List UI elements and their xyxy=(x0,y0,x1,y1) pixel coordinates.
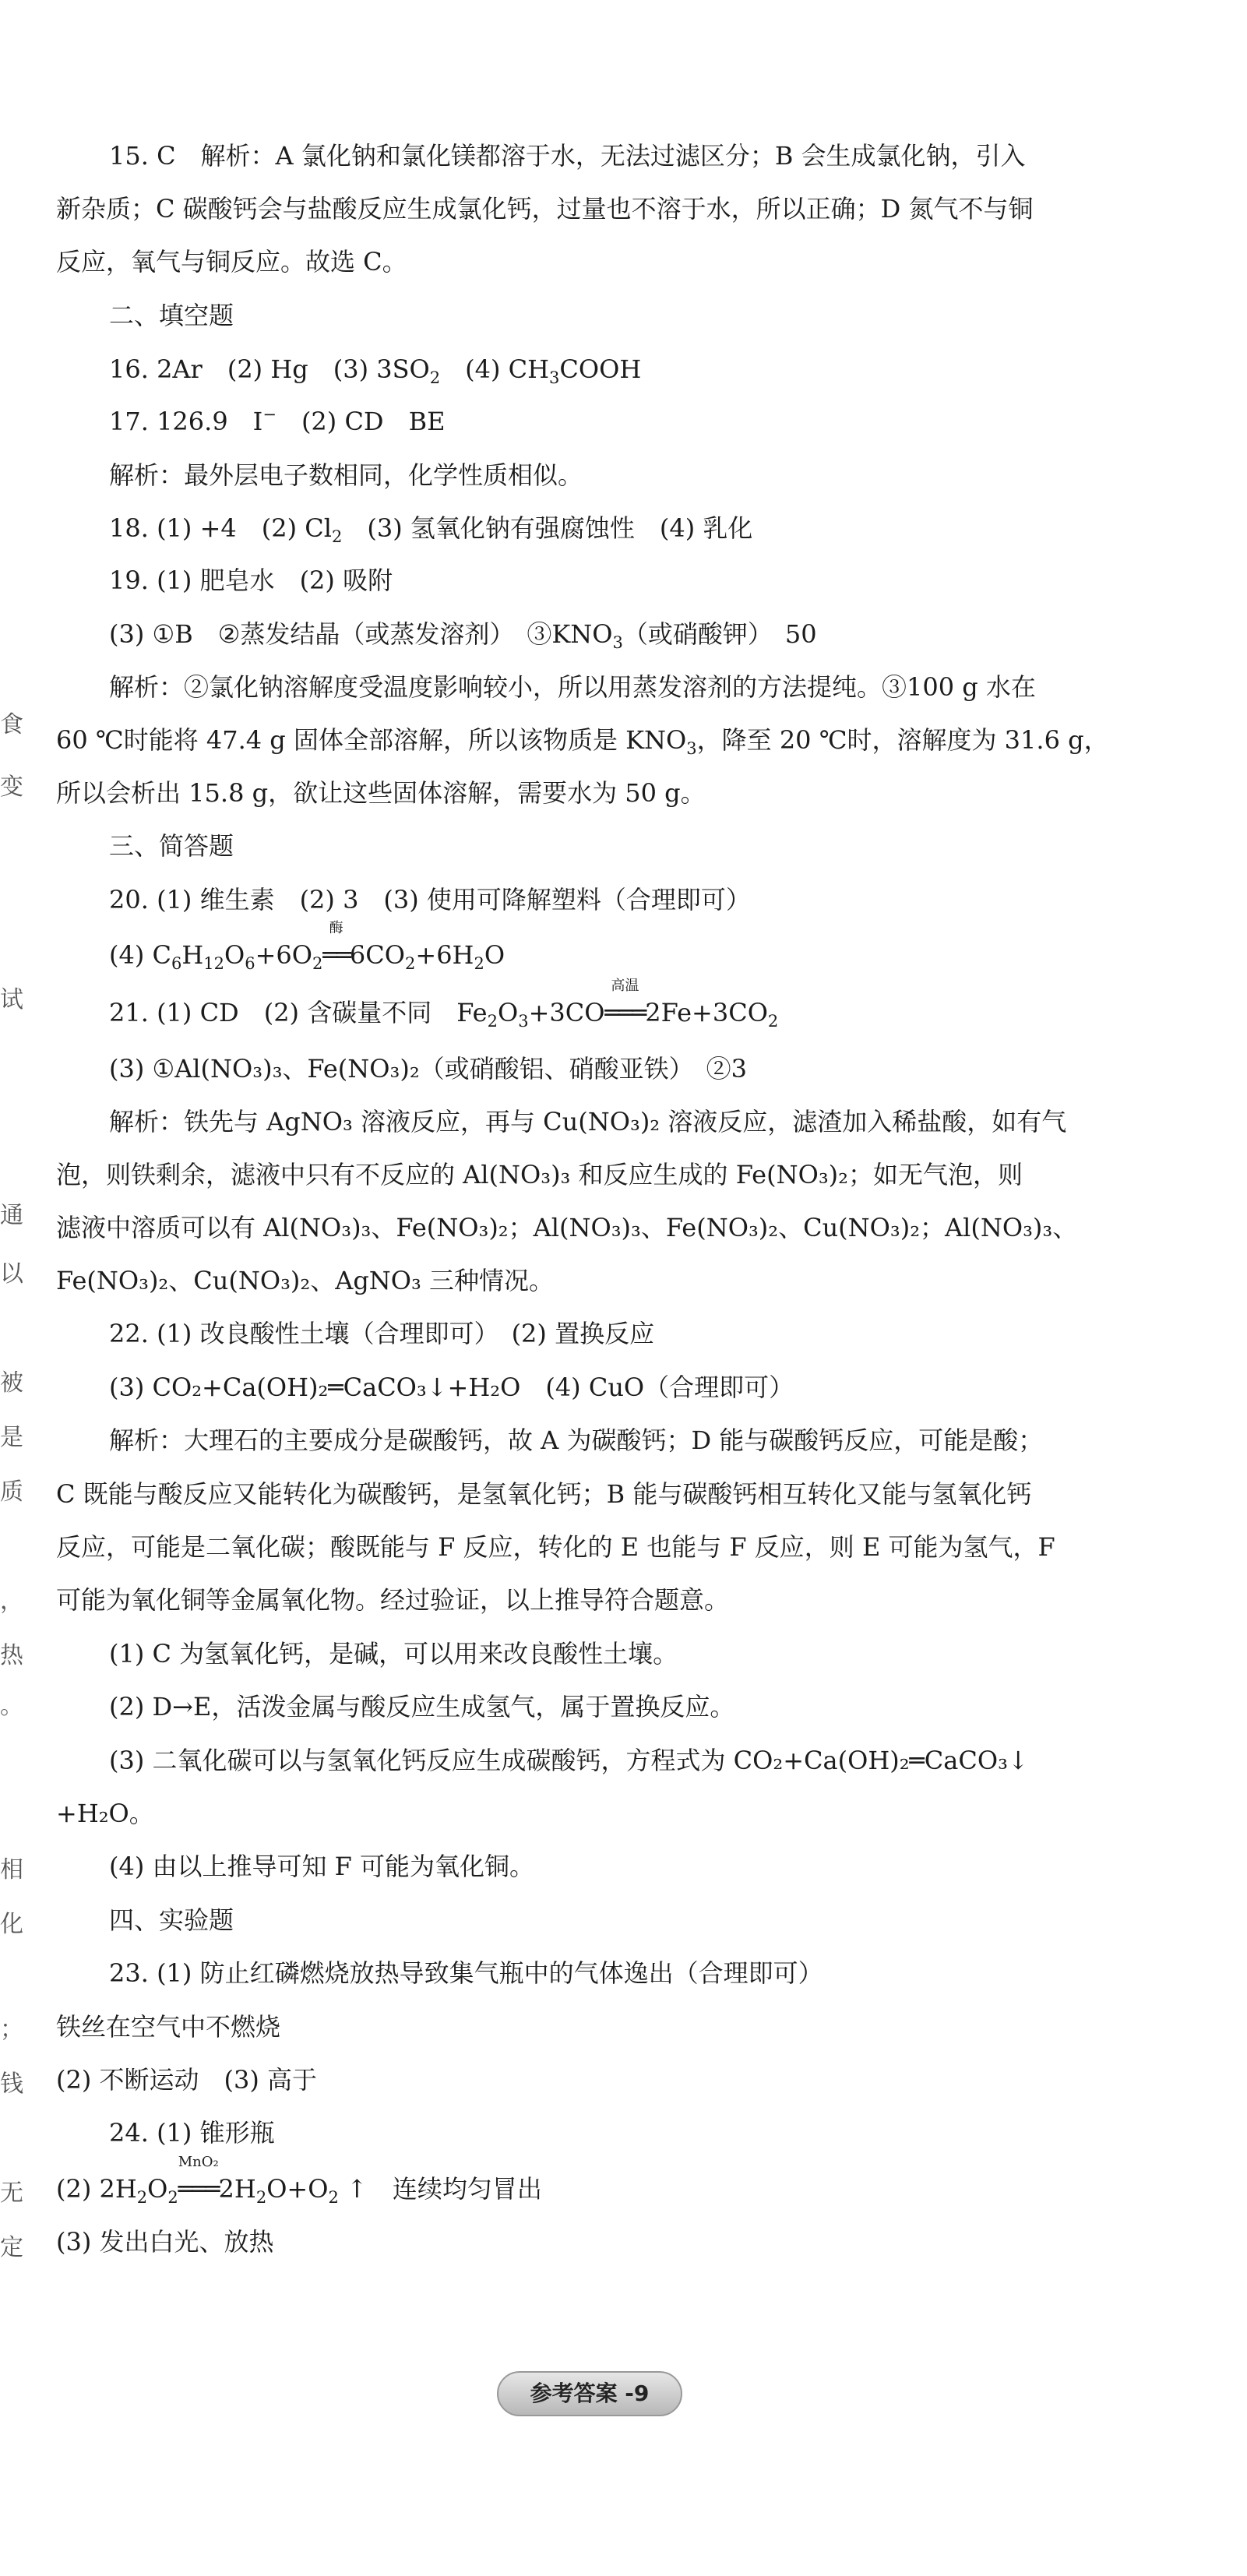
q21-text: 21. (1) CD (2) 含碳量不同 Fe xyxy=(109,998,488,1027)
q21-explanation-4: Fe(NO₃)₂、Cu(NO₃)₂、AgNO₃ 三种情况。 xyxy=(56,1266,555,1295)
subscript: 2 xyxy=(487,1012,498,1031)
q16-text: COOH xyxy=(559,354,642,384)
q24-text: (2) 2H xyxy=(56,2174,137,2204)
q24-text: O+O xyxy=(266,2174,329,2204)
subscript: 3 xyxy=(612,633,623,652)
q18-text: 18. (1) +4 (2) Cl xyxy=(109,513,332,543)
q21-text: 2Fe+3CO xyxy=(645,998,768,1027)
margin-fragment: 质 xyxy=(0,1478,23,1506)
q16-text: 16. 2Ar (2) Hg (3) 3SO xyxy=(109,354,430,384)
q21-explanation-3: 滤液中溶质可以有 Al(NO₃)₃、Fe(NO₃)₂；Al(NO₃)₃、Fe(NO₃)₂、Cu(NO₃)₂；Al(NO₃)₃、 xyxy=(56,1213,1078,1242)
equals-sign: ══ xyxy=(322,940,350,970)
q15-line-1: 15. C 解析：A 氯化钠和氯化镁都溶于水，无法过滤区分；B 会生成氯化钠，引入 xyxy=(109,141,1026,171)
subscript: 2 xyxy=(331,527,343,546)
margin-fragment: 热 xyxy=(0,1642,23,1669)
equals-sign: ═══ xyxy=(604,998,646,1027)
equals-sign: ═══ xyxy=(178,2174,219,2204)
q15-line-2: 新杂质；C 碳酸钙会与盐酸反应生成氯化钙，过量也不溶于水，所以正确；D 氮气不与铜 xyxy=(56,194,1034,224)
q19-explanation-3: 所以会析出 15.8 g，欲让这些固体溶解，需要水为 50 g。 xyxy=(56,778,706,808)
margin-fragment: 相 xyxy=(0,1856,23,1884)
margin-fragment: 定 xyxy=(0,2234,23,2261)
margin-fragment: 食 xyxy=(0,711,23,738)
q20-text: +6O xyxy=(255,940,313,970)
q21-explanation-2: 泡，则铁剩余，滤液中只有不反应的 Al(NO₃)₃ 和反应生成的 Fe(NO₃)₂；如无气泡，则 xyxy=(56,1160,1023,1189)
margin-fragment: 钱 xyxy=(0,2070,23,2098)
q21-line-2: (3) ①Al(NO₃)₃、Fe(NO₃)₂（或硝酸铝、硝酸亚铁） ②3 xyxy=(109,1054,748,1084)
q19-text: （或硝酸钾） 50 xyxy=(622,619,817,649)
q20-text: O xyxy=(484,940,505,970)
margin-fragment: 化 xyxy=(0,1911,23,1938)
subscript: 6 xyxy=(245,954,255,973)
section-heading-short-answer: 三、简答题 xyxy=(109,831,234,861)
q23-line-3: (2) 不断运动 (3) 高于 xyxy=(56,2065,318,2095)
q22-explanation-3: 反应，可能是二氧化碳；酸既能与 F 反应，转化的 E 也能与 F 反应，则 E 可能为氢气，F xyxy=(56,1532,1055,1562)
q22-explanation-7: (3) 二氧化碳可以与氢氧化钙反应生成碳酸钙，方程式为 CO₂+Ca(OH)₂═CaCO₃↓ xyxy=(109,1746,1029,1775)
q22-explanation-1: 解析：大理石的主要成分是碳酸钙，故 A 为碳酸钙；D 能与碳酸钙反应，可能是酸； xyxy=(109,1425,1044,1455)
q24-text: ↑ 连续均匀冒出 xyxy=(338,2174,542,2204)
q19-text: (3) ①B ②蒸发结晶（或蒸发溶剂） ③KNO xyxy=(109,619,613,649)
margin-fragment: ， xyxy=(0,1588,23,1615)
subscript: 2 xyxy=(474,954,484,973)
left-margin-fragments xyxy=(0,0,31,2576)
q22-explanation-6: (2) D→E，活泼金属与酸反应生成氢气，属于置换反应。 xyxy=(109,1692,735,1721)
subscript: 2 xyxy=(767,1012,779,1031)
q16-line xyxy=(109,354,1247,385)
q19-line-1: 19. (1) 肥皂水 (2) 吸附 xyxy=(109,566,393,595)
subscript: 3 xyxy=(518,1012,529,1031)
q22-explanation-4: 可能为氧化铜等金属氧化物。经过验证，以上推导符合题意。 xyxy=(56,1585,730,1615)
margin-fragment: 。 xyxy=(0,1693,23,1720)
subscript: 2 xyxy=(328,2188,339,2207)
subscript: 2 xyxy=(429,368,441,387)
reaction-condition xyxy=(604,978,646,1028)
q19-text: 60 ℃时能将 47.4 g 固体全部溶解，所以该物质是 KNO xyxy=(56,725,687,755)
subscript: 2 xyxy=(312,954,323,973)
section-heading-experiment: 四、实验题 xyxy=(109,1905,234,1935)
q20-text: 6CO xyxy=(349,940,405,970)
q22-explanation-5: (1) C 为氢氧化钙，是碱，可以用来改良酸性土壤。 xyxy=(109,1639,678,1669)
reaction-condition xyxy=(322,920,350,971)
condition-label: MnO₂ xyxy=(178,2154,219,2170)
margin-fragment: 通 xyxy=(0,1202,23,1229)
q24-line-3: (3) 发出白光、放热 xyxy=(56,2227,274,2257)
q20-text: H xyxy=(181,940,204,970)
margin-fragment: 试 xyxy=(0,986,23,1013)
margin-fragment: 变 xyxy=(0,774,23,801)
margin-fragment: 无 xyxy=(0,2180,23,2207)
subscript: 3 xyxy=(686,739,697,758)
subscript: 12 xyxy=(203,954,224,973)
q21-text: O xyxy=(497,998,519,1027)
subscript: 2 xyxy=(405,954,416,973)
q22-explanation-8: +H₂O。 xyxy=(56,1799,154,1828)
page-footer-badge: 参考答案 -9 xyxy=(497,2371,682,2416)
margin-fragment: 被 xyxy=(0,1369,23,1397)
margin-fragment: ； xyxy=(0,2016,23,2043)
q24-text: 2H xyxy=(218,2174,256,2204)
q20-line-2 xyxy=(109,920,1247,973)
q17-line xyxy=(109,406,1247,437)
subscript: 2 xyxy=(167,2188,178,2207)
margin-fragment: 是 xyxy=(0,1424,23,1451)
q22-explanation-9: (4) 由以上推导可知 F 可能为氧化铜。 xyxy=(109,1852,535,1881)
q23-line-1: 23. (1) 防止红磷燃烧放热导致集气瓶中的气体逸出（合理即可） xyxy=(109,1958,823,1988)
subscript: 6 xyxy=(171,954,182,973)
q20-line-1: 20. (1) 维生素 (2) 3 (3) 使用可降解塑料（合理即可） xyxy=(109,885,751,914)
superscript: − xyxy=(262,405,277,424)
q21-line-1 xyxy=(109,978,1247,1031)
q20-text: (4) C xyxy=(109,940,171,970)
q24-text: O xyxy=(147,2174,168,2204)
q24-line-2 xyxy=(56,2154,1247,2207)
condition-label: 酶 xyxy=(329,920,343,936)
q24-line-1: 24. (1) 锥形瓶 xyxy=(109,2118,275,2148)
margin-fragment: 以 xyxy=(0,1260,23,1288)
subscript: 2 xyxy=(136,2188,148,2207)
q23-line-2: 铁丝在空气中不燃烧 xyxy=(56,2012,281,2042)
q18-line xyxy=(109,513,1247,544)
subscript: 2 xyxy=(255,2188,267,2207)
q21-explanation-1: 解析：铁先与 AgNO₃ 溶液反应，再与 Cu(NO₃)₂ 溶液反应，滤渣加入稀盐酸，如有气 xyxy=(109,1107,1067,1136)
condition-label: 高温 xyxy=(611,978,639,994)
q16-text: (4) CH xyxy=(440,354,550,384)
q17-text: (2) CD BE xyxy=(276,407,446,436)
q15-line-3: 反应，氧气与铜反应。故选 C。 xyxy=(56,247,407,277)
q18-text: (3) 氢氧化钠有强腐蚀性 (4) 乳化 xyxy=(342,513,753,543)
q19-text: ，降至 20 ℃时，溶解度为 31.6 g， xyxy=(696,725,1109,755)
q20-text: +6H xyxy=(415,940,474,970)
q22-line-1: 22. (1) 改良酸性土壤（合理即可） (2) 置换反应 xyxy=(109,1319,655,1348)
reaction-condition xyxy=(178,2154,219,2204)
q17-text: 17. 126.9 I xyxy=(109,407,263,436)
q20-text: O xyxy=(224,940,245,970)
q19-explanation-2 xyxy=(56,724,1247,756)
section-heading-fill-blank: 二、填空题 xyxy=(109,301,234,330)
q17-explanation: 解析：最外层电子数相同，化学性质相似。 xyxy=(109,460,583,490)
q22-line-2: (3) CO₂+Ca(OH)₂═CaCO₃↓+H₂O (4) CuO（合理即可） xyxy=(109,1373,794,1402)
q21-text: +3CO xyxy=(528,998,605,1027)
q19-line-2 xyxy=(109,618,1247,650)
q19-explanation-1: 解析：②氯化钠溶解度受温度影响较小，所以用蒸发溶剂的方法提纯。③100 g 水在 xyxy=(109,672,1036,702)
subscript: 3 xyxy=(549,368,560,387)
q22-explanation-2: C 既能与酸反应又能转化为碳酸钙，是氢氧化钙；B 能与碳酸钙相互转化又能与氢氧化钙 xyxy=(56,1479,1032,1509)
